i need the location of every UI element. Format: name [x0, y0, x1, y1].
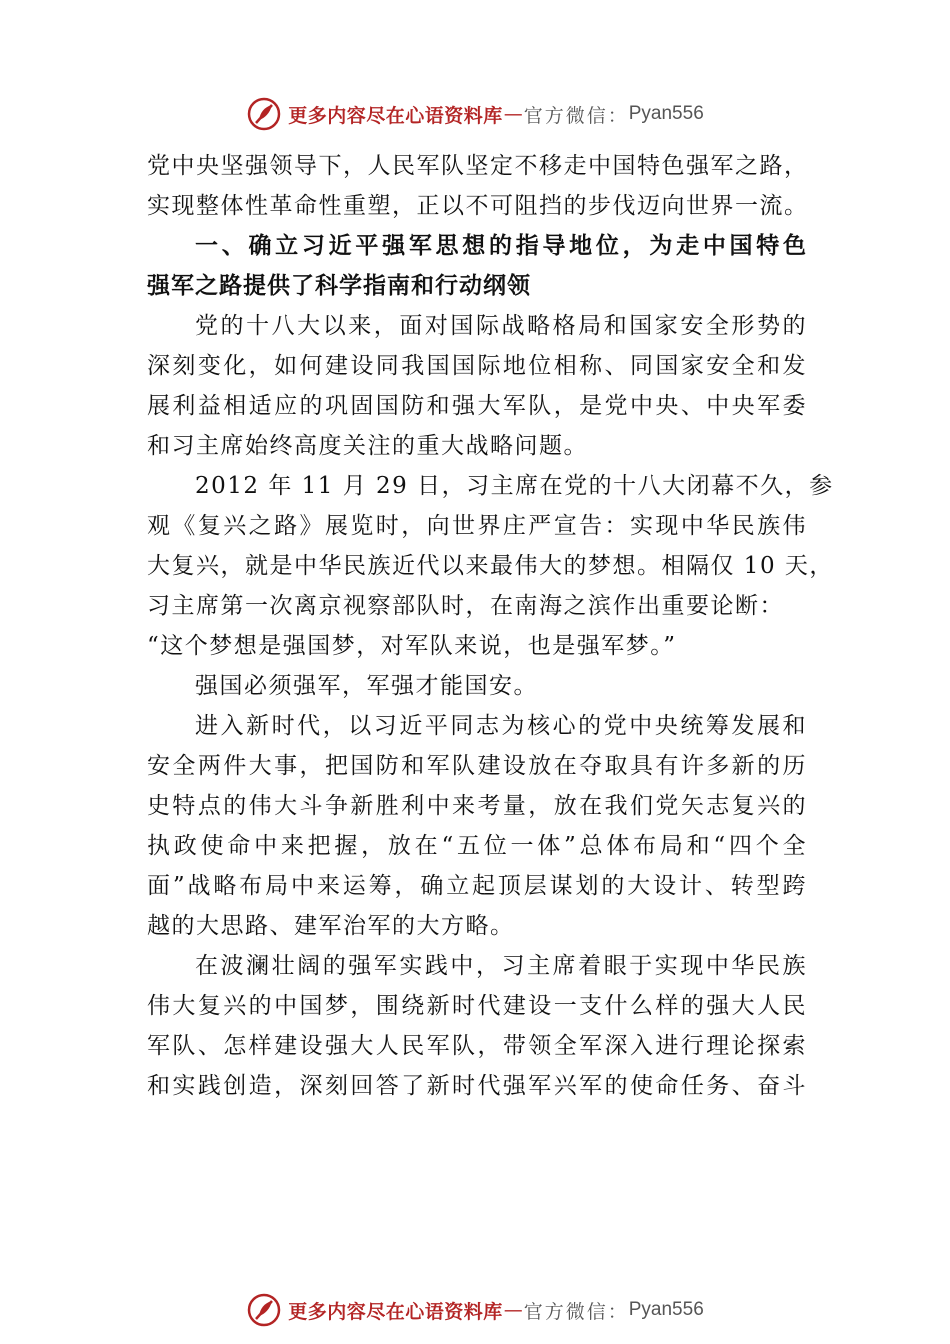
text-line: 伟大复兴的中国梦，围绕新时代建设一支什么样的强大人民	[147, 993, 807, 1019]
quill-logo-icon	[246, 1292, 282, 1328]
text-line: 习主席第一次离京视察部队时，在南海之滨作出重要论断：	[147, 593, 784, 619]
footer-watermark	[0, 1290, 950, 1330]
watermark-separator: —	[503, 103, 523, 125]
text-line: 党中央坚强领导下，人民军队坚定不移走中国特色强军之路，	[147, 153, 809, 179]
watermark-separator: —	[503, 1299, 523, 1321]
watermark-wechat-id: Pyan556	[628, 1299, 704, 1320]
section-heading: 强军之路提供了科学指南和行动纲领	[147, 273, 531, 299]
text-line: “这个梦想是强国梦，对军队来说，也是强军梦。”	[147, 633, 677, 659]
paragraph-start: 2012 年 11 月 29 日，习主席在党的十八大闭幕不久，参	[195, 473, 834, 499]
watermark-brand: 更多内容尽在心语资料库	[288, 104, 503, 127]
text-line: 安全两件大事，把国防和军队建设放在夺取具有许多新的历	[147, 753, 807, 779]
text-line: 深刻变化，如何建设同我国国际地位相称、同国家安全和发	[147, 353, 807, 379]
text-line: 执政使命中来把握，放在“五位一体”总体布局和“四个全	[147, 833, 807, 859]
paragraph-start: 在波澜壮阔的强军实践中，习主席着眼于实现中华民族	[195, 953, 807, 979]
text-line: 实现整体性革命性重塑，正以不可阻挡的步伐迈向世界一流。	[147, 193, 809, 219]
document-body	[147, 146, 834, 1106]
paragraph-start: 强国必须强军，军强才能国安。	[195, 673, 538, 699]
text-line: 军队、怎样建设强大人民军队，带领全军深入进行理论探索	[147, 1033, 807, 1059]
paragraph-start: 进入新时代，以习近平同志为核心的党中央统筹发展和	[195, 713, 807, 739]
text-line: 越的大思路、建军治军的大方略。	[147, 913, 515, 939]
paragraph-start: 党的十八大以来，面对国际战略格局和国家安全形势的	[195, 313, 807, 339]
text-line: 展利益相适应的巩固国防和强大军队，是党中央、中央军委	[147, 393, 807, 419]
quill-logo-icon	[246, 96, 282, 132]
text-line: 大复兴，就是中华民族近代以来最伟大的梦想。相隔仅 10 天，	[147, 553, 834, 579]
text-line: 和实践创造，深刻回答了新时代强军兴军的使命任务、奋斗	[147, 1073, 807, 1099]
watermark-brand: 更多内容尽在心语资料库	[288, 1300, 503, 1323]
text-line: 观《复兴之路》展览时，向世界庄严宣告：实现中华民族伟	[147, 513, 807, 539]
text-line: 史特点的伟大斗争新胜利中来考量，放在我们党矢志复兴的	[147, 793, 807, 819]
section-heading: 一、确立习近平强军思想的指导地位，为走中国特色	[195, 233, 807, 259]
header-watermark	[0, 94, 950, 134]
text-line: 面”战略布局中来运筹，确立起顶层谋划的大设计、转型跨	[147, 873, 807, 899]
text-line: 和习主席始终高度关注的重大战略问题。	[147, 433, 588, 459]
watermark-wechat-id: Pyan556	[628, 103, 704, 124]
watermark-wechat-label: 官方微信：	[523, 104, 629, 127]
watermark-wechat-label: 官方微信：	[523, 1300, 629, 1323]
